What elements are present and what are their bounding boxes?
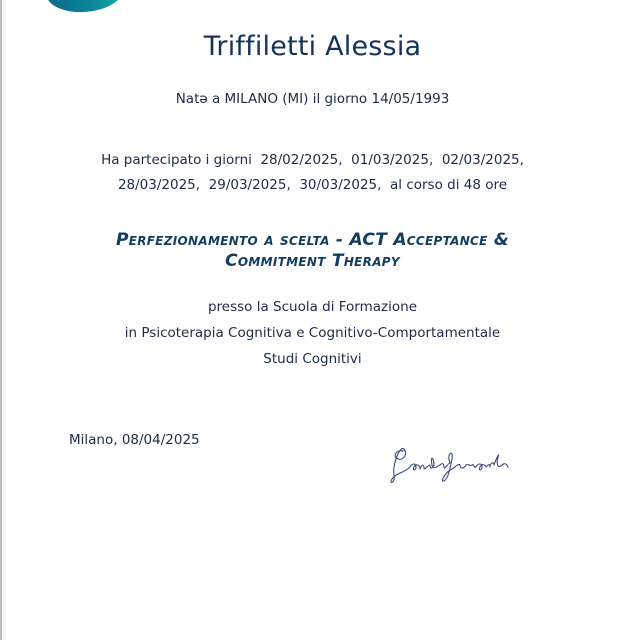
brand-logo-icon [44, 0, 123, 15]
school-line-2: in Psicoterapia Cognitiva e Cognitivo-Comportamentale [124, 325, 501, 341]
course-title-line-2: Commitment Therapy [225, 251, 400, 271]
course-title [0, 230, 625, 272]
attendance-line-2: 28/03/2025, 29/03/2025, 30/03/2025, al corso di 48 ore [117, 177, 508, 193]
course-title-line-1: Perfezionamento a scelta - ACT Acceptance & [115, 230, 510, 250]
birth-info: Natə a MILANO (MI) il giorno 14/05/1993 [175, 91, 450, 107]
school-line-3: Studi Cognitivi [263, 351, 362, 367]
attendance-line-1: Ha partecipato i giorni 28/02/2025, 01/03/2025, 02/03/2025, [101, 152, 524, 168]
recipient-name: Triffiletti Alessia [203, 31, 422, 62]
school-line-1: presso la Scuola di Formazione [207, 299, 418, 315]
school-info [0, 294, 625, 372]
place-and-date: Milano, 08/04/2025 [69, 432, 200, 448]
signature-icon [386, 443, 516, 488]
attendance-text [0, 148, 625, 198]
